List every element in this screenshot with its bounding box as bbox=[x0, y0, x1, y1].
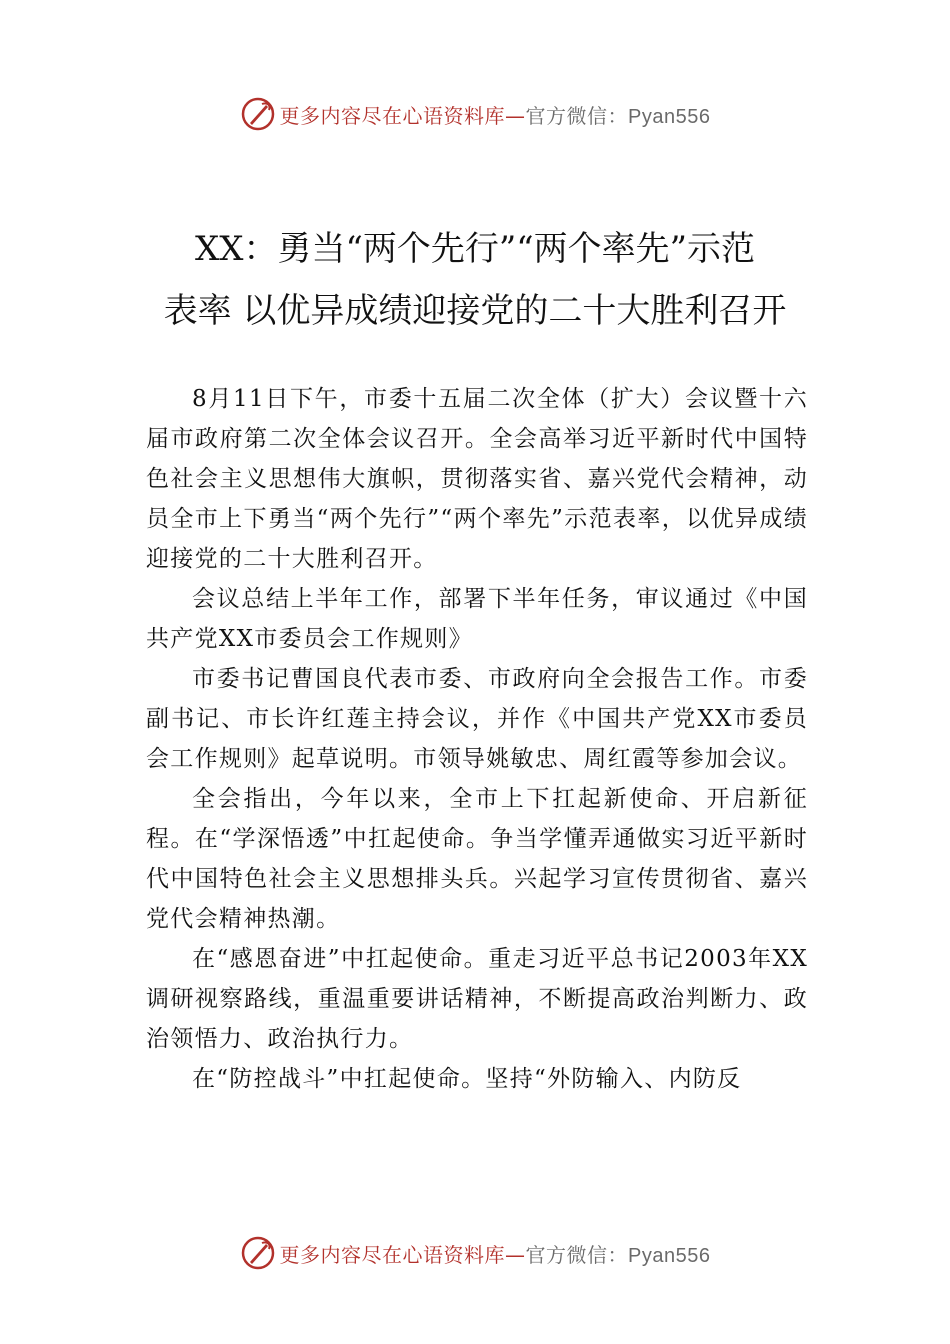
watermark-wechat-label: 官方微信： bbox=[525, 103, 629, 128]
watermark-main-text: 更多内容尽在心语资料库— bbox=[279, 103, 526, 128]
title-line-1: XX：勇当“两个先行”“两个率先”示范 bbox=[195, 229, 755, 269]
watermark-wechat-id: Pyan556 bbox=[628, 105, 711, 128]
quill-pen-logo-icon bbox=[240, 96, 276, 132]
watermark-main-text: 更多内容尽在心语资料库— bbox=[279, 1242, 526, 1267]
document-title bbox=[100, 218, 850, 342]
body-paragraph: 在“防控战斗”中扛起使命。坚持“外防输入、内防反 bbox=[192, 1066, 742, 1092]
watermark-wechat-id: Pyan556 bbox=[628, 1244, 711, 1267]
watermark-wechat-label: 官方微信： bbox=[525, 1242, 629, 1267]
body-paragraph: 会议总结上半年工作，部署下半年任务，审议通过《中国共产党XX市委员会工作规则》 bbox=[146, 586, 808, 652]
bottom-watermark-banner bbox=[0, 1233, 950, 1273]
body-paragraph: 在“感恩奋进”中扛起使命。重走习近平总书记2003年XX调研视察路线，重温重要讲话精神，不断提高政治判断力、政治领悟力、政治执行力。 bbox=[146, 946, 808, 1052]
body-paragraph: 市委书记曹国良代表市委、市政府向全会报告工作。市委副书记、市长许红莲主持会议，并作《中国共产党XX市委员会工作规则》起草说明。市领导姚敏忠、周红霞等参加会议。 bbox=[146, 666, 808, 772]
body-paragraph: 8月11日下午，市委十五届二次全体（扩大）会议暨十六届市政府第二次全体会议召开。全会高举习近平新时代中国特色社会主义思想伟大旗帜，贯彻落实省、嘉兴党代会精神，动员全市上下勇当“两个先行”“两个率先”示范表率，以优异成绩迎接党的二十大胜利召开。 bbox=[146, 386, 808, 572]
quill-pen-logo-icon bbox=[240, 1235, 276, 1271]
document-body bbox=[146, 379, 808, 1099]
body-paragraph: 全会指出，今年以来，全市上下扛起新使命、开启新征程。在“学深悟透”中扛起使命。争当学懂弄通做实习近平新时代中国特色社会主义思想排头兵。兴起学习宣传贯彻省、嘉兴党代会精神热潮。 bbox=[146, 786, 808, 932]
watermark-text bbox=[280, 100, 711, 129]
top-watermark-banner bbox=[0, 94, 950, 134]
watermark-text bbox=[280, 1239, 711, 1268]
title-line-2: 表率 以优异成绩迎接党的二十大胜利召开 bbox=[163, 291, 787, 331]
